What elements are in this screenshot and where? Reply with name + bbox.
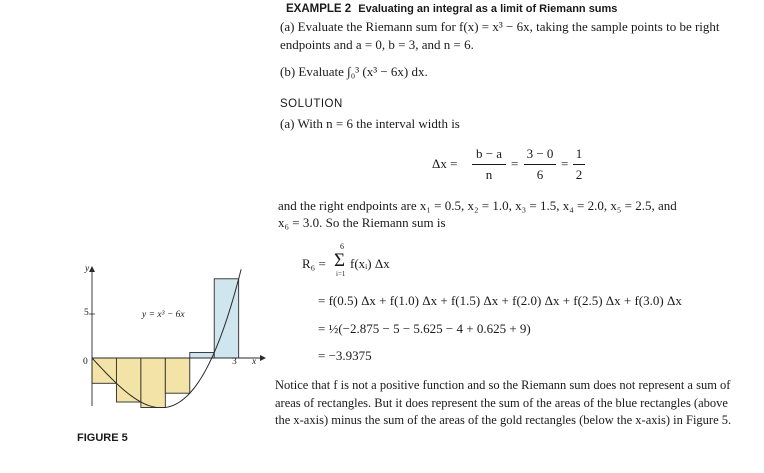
part-b: (b) Evaluate ∫₀³ (x³ − 6x) dx. [280,64,428,79]
sigma-symbol: Σ [334,250,346,271]
part-a-line1: (a) Evaluate the Riemann sum for f(x) = x³ − 6x, taking the sample points to be right [280,19,720,34]
fraction-3-minus-0-over-6 [524,146,556,183]
fraction-denominator: 2 [575,167,583,182]
fraction-b-minus-a-over-n [472,146,506,183]
fraction-denominator: 6 [536,167,544,182]
solution-heading: SOLUTION [280,98,343,110]
gold-rectangle [165,358,189,393]
example-title: Evaluating an integral as a limit of Riemann sums [358,3,618,15]
notice-paragraph: Notice that f is not a positive function and so the Riemann sum does not represent a sum of areas of rectangles. But it does represent the sum of the areas of the blue rectangles (above the x-axis) minus the sum of the areas of the gold rectangles (below the x-axis) in Figure 5. [275,378,732,427]
tick-label-origin: 0 [83,357,88,367]
gold-rectangle [116,358,140,402]
fraction-numerator: b − a [475,146,503,161]
fraction-denominator: n [485,167,493,182]
fraction-numerator: 3 − 0 [526,146,554,161]
x-axis-label: x [252,357,257,367]
part-a-line2: endpoints and a = 0, b = 3, and n = 6. [280,37,474,52]
fraction-one-half [573,146,585,183]
sum-step1: = f(0.5) Δx + f(1.0) Δx + f(1.5) Δx + f(2.0) Δx + f(2.5) Δx + f(3.0) Δx [318,293,682,308]
fraction-numerator: 1 [575,146,583,161]
example-heading [286,3,617,15]
y-axis-arrow [89,266,95,272]
figure-5-graph [60,258,280,408]
sum-lhs: R₆ = [302,256,326,271]
endpoints-line1: and the right endpoints are x₁ = 0.5, x₂ = 1.0, x₃ = 1.5, x₄ = 2.0, x₅ = 2.5, and [278,198,677,213]
sum-lower-limit: i=1 [336,270,346,278]
equals-sign: = [511,156,519,171]
sum-step3: = −3.9375 [318,348,372,363]
x-axis-arrow [260,355,266,361]
sum-upper-limit: 6 [340,242,344,251]
endpoints-line2: x₆ = 3.0. So the Riemann sum is [278,215,446,230]
blue-rectangle [190,353,214,359]
delta-x-lhs: Δx = [432,156,458,171]
sum-step2: = ½(−2.875 − 5 − 5.625 − 4 + 0.625 + 9) [318,321,531,336]
example-label: EXAMPLE 2 [286,3,352,15]
riemann-rectangles [92,279,239,408]
equals-sign: = [561,156,569,171]
y-axis-label: y [85,264,90,274]
curve-label: y = x³ − 6x [142,310,185,320]
tick-label-5: 5 [84,308,89,318]
tick-label-3: 3 [232,357,237,367]
solution-line1: (a) With n = 6 the interval width is [280,116,460,131]
gold-rectangle [141,358,165,408]
figure-label: FIGURE 5 [77,432,128,444]
sum-rhs: f(xᵢ) Δx [350,256,390,271]
